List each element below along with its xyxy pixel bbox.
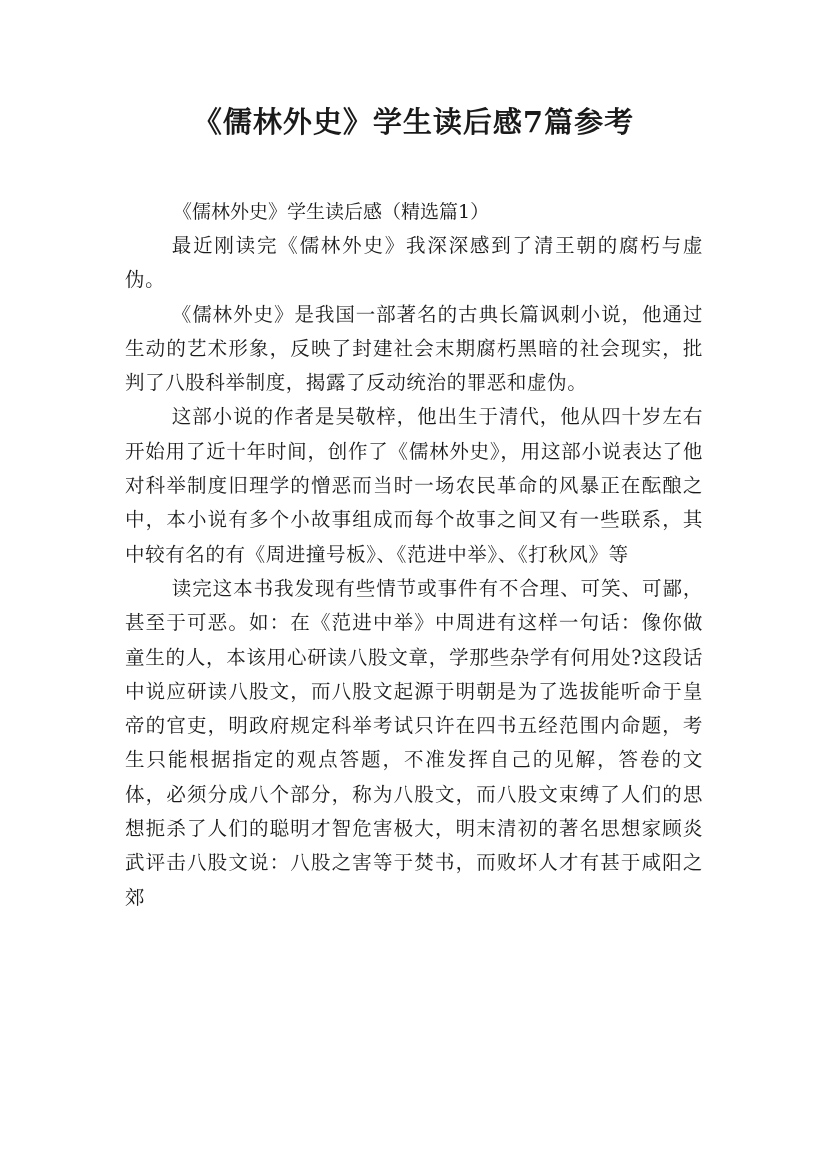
paragraph-4: 读完这本书我发现有些情节或事件有不合理、可笑、可鄙，甚至于可恶。如：在《范进中举》中周进有这样一句话：像你做童生的人，本该用心研读八股文章，学那些杂学有何用处?这段话中说应研读八股文，而八股文起源于明朝是为了选拔能听命于皇帝的官吏，明政府规定科举考试只许在四书五经范围内命题，考生只能根据指定的观点答题，不准发挥自己的见解，答卷的文体，必须分成八个部分，称为八股文，而八股文束缚了人们的思想扼杀了人们的聪明才智危害极大，明末清初的著名思想家顾炎武评击八股文说：八股之害等于焚书，而败坏人才有甚于咸阳之郊 <box>125 576 703 909</box>
paragraph-3: 这部小说的作者是吴敬梓，他出生于清代，他从四十岁左右开始用了近十年时间，创作了《儒林外史》，用这部小说表达了他对科举制度旧理学的憎恶而当时一场农民革命的风暴正在酝酿之中，本小说有多个小故事组成而每个故事之间又有一些联系，其中较有名的有《周进撞号板》、《范进中举》、《打秋风》等 <box>125 405 703 566</box>
paragraph-2: 《儒林外史》是我国一部著名的古典长篇讽刺小说，他通过生动的艺术形象，反映了封建社会末期腐朽黑暗的社会现实，批判了八股科举制度，揭露了反动统治的罪恶和虚伪。 <box>125 302 703 395</box>
document-title: 《儒林外史》学生读后感7篇参考 <box>192 105 635 139</box>
paragraph-1: 最近刚读完《儒林外史》我深深感到了清王朝的腐朽与虚伪。 <box>125 234 703 292</box>
document-body <box>125 195 703 915</box>
section-heading: 《儒林外史》学生读后感（精选篇1） <box>173 201 490 223</box>
